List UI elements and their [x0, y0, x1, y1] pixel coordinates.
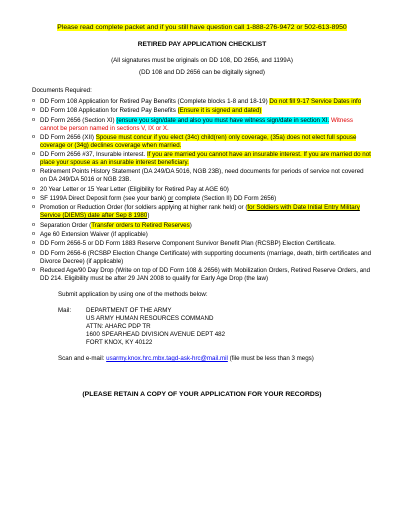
- list-item: o DD Form 2656-5 or DD Form 1883 Reserve Component Survivor Benefit Plan (RCSBP) Election Certificate.: [32, 240, 372, 248]
- signature-note: (All signatures must be originals on DD 108, DD 2656, and 1199A): [111, 57, 293, 65]
- retain-copy-notice: (PLEASE RETAIN A COPY OF YOUR APPLICATION FOR YOUR RECORDS): [82, 390, 322, 398]
- mail-address: [86, 307, 225, 347]
- list-item: o Promotion or Reduction Order (for soldiers applying at higher rank held) or (for Soldiers with Date Initial Entry Military Service (DIEMS) date after Sep 8 1980): [32, 204, 372, 220]
- contact-banner: [32, 24, 372, 33]
- submit-instructions: Submit application by using one of the methods below:: [58, 290, 208, 298]
- required-documents-list: [32, 98, 372, 283]
- list-item: o Separation Order (Transfer orders to Retired Reserves): [32, 222, 372, 230]
- list-item: o SF 1199A Direct Deposit form (see your bank) or complete (Section II) DD Form 2656): [32, 195, 372, 203]
- email-size-note: (file must be less than 3 megs): [227, 354, 314, 362]
- mail-label: Mail:: [58, 306, 72, 314]
- digital-signature-note: (DD 108 and DD 2656 can be digitally signed): [139, 69, 265, 77]
- address-line: US ARMY HUMAN RESOURCES COMMAND: [86, 314, 214, 322]
- mail-address-block: [58, 307, 372, 347]
- list-item: o Reduced Age/90 Day Drop (Write on top of DD Form 108 & 2656) with Mobilization Orders, Retired Reserve Orders, and DD 214. Eligibility must be after 29 JAN 2008 to qualify for Early Age Drop (the law): [32, 267, 372, 283]
- documents-required-heading: Documents Required:: [32, 87, 92, 94]
- address-line: ATTN: AHARC PDP TR: [86, 322, 151, 330]
- email-link[interactable]: usarmy.knox.hrc.mbx.tagd-ask-hrc@mail.mil: [106, 354, 228, 362]
- list-item: o DD Form 2656 (XII) Spouse must concur if you elect (34c) child(ren) only coverage, (35a) does not elect full spouse coverage or (34g) declines coverage when married.: [32, 134, 372, 150]
- list-item: o Retirement Points History Statement (DA 249/DA 5016, NGB 23B), need documents for periods of service not covered on DA 249/DA 5016 or NGB 23B.: [32, 168, 372, 184]
- address-line: FORT KNOX, KY 40122: [86, 338, 153, 346]
- email-label: Scan and e-mail:: [58, 354, 107, 362]
- address-line: 1600 SPEARHEAD DIVISION AVENUE DEPT 482: [86, 330, 226, 338]
- page-title: RETIRED PAY APPLICATION CHECKLIST: [137, 40, 267, 48]
- contact-banner-text: Please read complete packet and if you still have question call 1-888-276-9472 or 502-613-8950: [57, 24, 347, 31]
- list-item: o DD Form 2656-6 (RCSBP Election Change Certificate) with supporting documents (marriage, death, birth certificates and Divorce Decree) (if applicable): [32, 250, 372, 266]
- list-item: o DD Form 2656 #37, Insurable interest. If you are married you cannot have an insurable interest. If you are married do not place your spouse as an insurable interest beneficiary.: [32, 151, 372, 167]
- email-instructions: [58, 355, 372, 363]
- list-item: o DD Form 108 Application for Retired Pay Benefits (Complete blocks 1-8 and 18-19) Do not fill 9-17 Service Dates info: [32, 98, 372, 106]
- list-item: o DD Form 108 Application for Retired Pay Benefits (Ensure it is signed and dated): [32, 107, 372, 115]
- list-item: o 20 Year Letter or 15 Year Letter (Eligibility for Retired Pay at AGE 60): [32, 186, 372, 194]
- list-item: o DD Form 2656 (Section XI) (ensure you sign/date and also you must have witness sign/date in section XI. Witness cannot be person named in sections V, IX or X.: [32, 117, 372, 133]
- list-item: o Age 60 Extension Waiver (if applicable): [32, 231, 372, 239]
- address-line: DEPARTMENT OF THE ARMY: [86, 306, 172, 314]
